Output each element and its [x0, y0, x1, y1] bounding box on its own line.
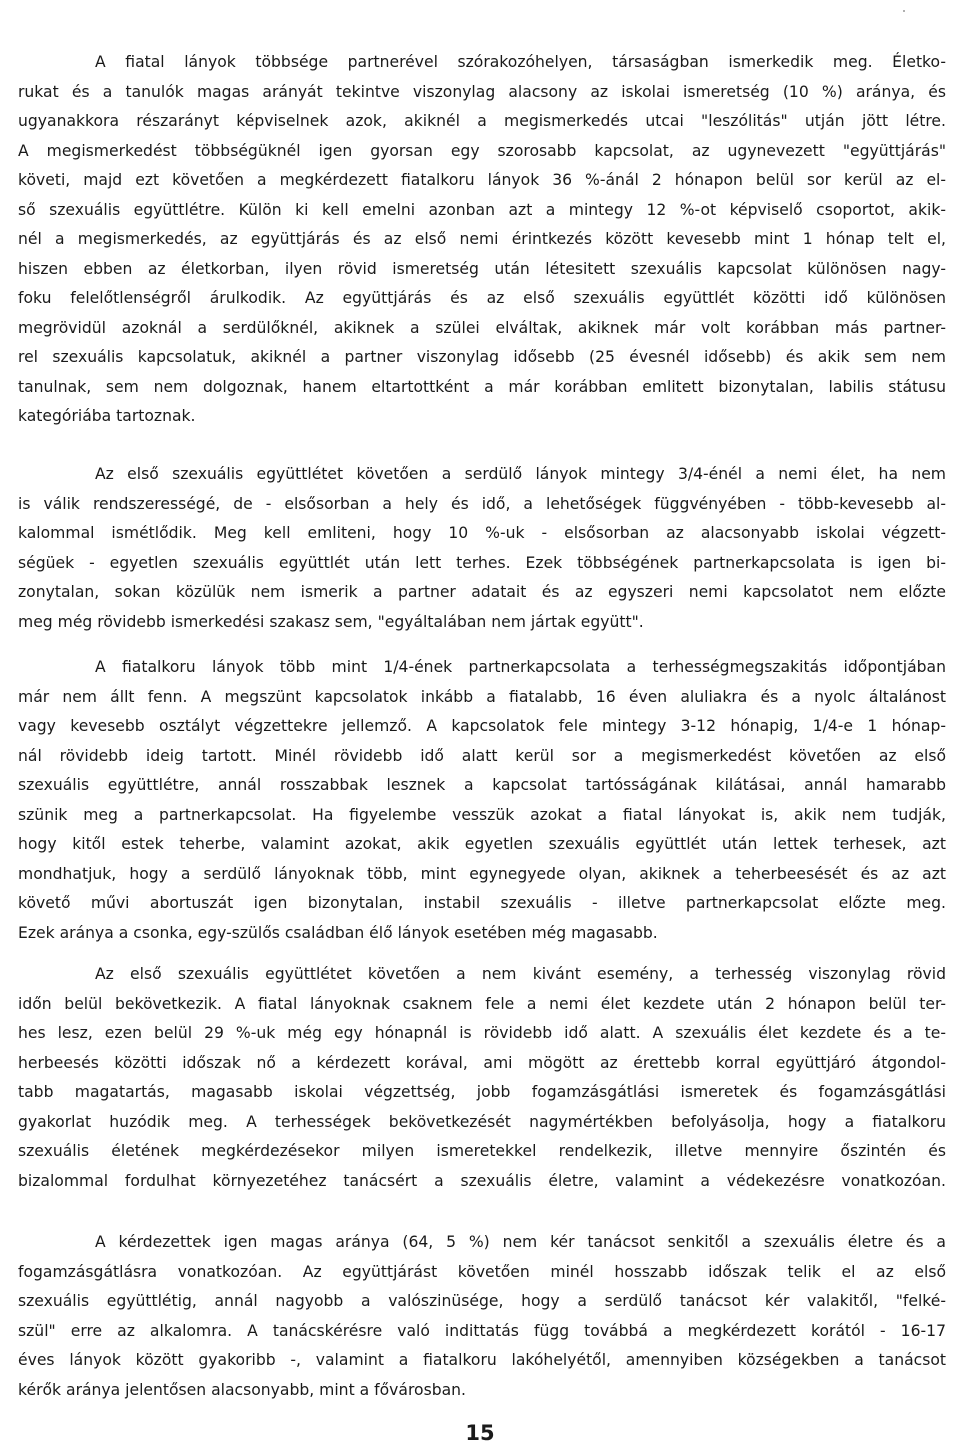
text-line: nél a megismerkedés, az együttjárás és az első nemi érintkezés között kevesebb mint 1 hónap telt el,: [18, 230, 946, 248]
text-line: ségüek - egyetlen szexuális együttlét után lett terhes. Ezek többségének partnerkapcsolata is igen bi-: [18, 553, 946, 572]
text-line: foku felelőtlenségről árulkodik. Az együttjárás és az első szexuális együttlét közötti idő különösen: [18, 289, 946, 307]
text-line: időn belül bekövetkezik. A fiatal lányoknak csaknem fele a nemi élet kezdete után 2 hónapon belül ter-: [18, 994, 946, 1013]
text-line: A fiatalkoru lányok több mint 1/4-ének partnerkapcsolata a terhességmegszakitás időpontjában: [95, 658, 946, 676]
text-line: A kérdezettek igen magas aránya (64, 5 %) nem kér tanácsot senkitől a szexuális életre és a: [95, 1233, 946, 1251]
scan-speck: [903, 10, 905, 12]
text-line: mondhatjuk, hogy a serdülő lányoknak több, mint egynegyede olyan, akiknek a teherbeesését és az azt: [18, 864, 946, 883]
text-line: ugyanakkora részarányt képviselnek azok, akiknél a megismerkedés utcai "leszólitás" utján jött létre.: [18, 112, 946, 130]
text-line: hes lesz, ezen belül 29 %-uk még egy hónapnál is rövidebb idő alatt. A szexuális élet kezdete és a te-: [18, 1024, 946, 1042]
text-line: meg még rövidebb ismerkedési szakasz sem, "egyáltalában nem jártak együtt".: [18, 612, 644, 631]
page-number: 15: [465, 1421, 495, 1445]
text-line: szül" erre az alkalomra. A tanácskérésre való indittatás függ továbbá a megkérdezett korától - 16-17: [18, 1321, 946, 1340]
text-line: szexuális életének megkérdezésekor milyen ismeretekkel rendelkezik, illetve mennyire őszintén és: [18, 1142, 946, 1160]
text-line: is válik rendszerességé, de - elsősorban a hely és idő, a lehetőségek függvényében - több-kevesebb al-: [18, 494, 946, 513]
text-line: rukat és a tanulók magas arányát tekintve viszonylag alacsony az iskolai ismeretség (10 %) aránya, és: [18, 82, 946, 101]
paragraph-3: [18, 653, 946, 948]
text-line: Az első szexuális együttlétet követően a serdülő lányok mintegy 3/4-énél a nemi élet, ha nem: [95, 465, 946, 483]
text-line: kategóriába tartoznak.: [18, 407, 196, 425]
text-line: szexuális együttlétre, annál rosszabbak lesznek a kapcsolat tartósságának kilátásai, annál hamarabb: [18, 776, 946, 794]
text-line: kalommal ismétlődik. Meg kell emliteni, hogy 10 %-uk - elsősorban az alacsonyabb iskolai végzett-: [18, 524, 946, 542]
text-line: tabb magatartás, magasabb iskolai végzettség, jobb fogamzásgátlási ismeretek és fogamzásgátlási: [18, 1083, 946, 1101]
text-line: Az első szexuális együttlétet követően a nem kivánt esemény, a terhesség viszonylag rövid: [95, 965, 946, 983]
text-line: hogy kitől estek teherbe, valamint azokat, akik egyetlen szexuális együttlét után lettek terhesek, azt: [18, 835, 946, 853]
text-line: ső szexuális együttlétre. Külön ki kell emelni azonban azt a mintegy 12 %-ot képviselő csoportot, akik-: [18, 200, 946, 219]
text-line: fogamzásgátlásra vonatkozóan. Az együttjárást követően minél hosszabb időszak telik el az első: [18, 1262, 946, 1281]
paragraph-1: [18, 48, 946, 432]
text-line: herbeesés közötti időszak nő a kérdezett korával, ami mögött az érettebb korral együttjáró átgondol-: [18, 1053, 946, 1072]
text-line: hiszen ebben az életkorban, ilyen rövid ismeretség után létesitett szexuális kapcsolat különösen nagy-: [18, 259, 946, 278]
text-line: A megismerkedést többségüknél igen gyorsan egy szorosabb kapcsolat, az ugynevezett "együttjárás": [18, 141, 946, 160]
text-line: szexuális együttlétig, annál nagyobb a valószinüsége, hogy a serdülő tanácsot kér valakitől, "felké-: [18, 1292, 946, 1310]
paragraph-5: [18, 1228, 946, 1405]
text-line: már nem állt fenn. A megszünt kapcsolatok inkább a fiatalabb, 16 éven aluliakra és a nyolc általánost: [18, 687, 946, 706]
text-line: gyakorlat huzódik meg. A terhességek bekövetkezését nagymértékben befolyásolja, hogy a fiatalkoru: [18, 1112, 946, 1131]
text-line: megrövidül azoknál a serdülőknél, akiknek a szülei elváltak, akiknek már volt korábban más partner-: [18, 318, 946, 337]
text-line: rel szexuális kapcsolatuk, akiknél a partner viszonylag idősebb (25 évesnél idősebb) és akik sem nem: [18, 348, 946, 366]
text-line: bizalommal fordulhat környezetéhez tanácsért a szexuális életre, valamint a védekezésre vonatkozóan.: [18, 1171, 946, 1190]
text-line: kérők aránya jelentősen alacsonyabb, mint a fővárosban.: [18, 1380, 466, 1399]
text-line: éves lányok között gyakoribb -, valamint a fiatalkoru lakóhelyétől, amennyiben községekben a tanácsot: [18, 1351, 946, 1369]
text-line: A fiatal lányok többsége partnerével szórakozóhelyen, társaságban ismerkedik meg. Életko-: [95, 53, 946, 71]
text-line: vagy kevesebb osztályt végzettekre jellemző. A kapcsolatok fele mintegy 3-12 hónapig, 1/4-e 1 hónap-: [18, 717, 946, 735]
text-line: Ezek aránya a csonka, egy-szülős családban élő lányok esetében még magasabb.: [18, 923, 658, 942]
text-line: követi, majd ezt követően a megkérdezett fiatalkoru lányok 36 %-ánál 2 hónapon belül sor kerül az el-: [18, 171, 946, 189]
text-line: szünik meg a partnerkapcsolat. Ha figyelembe vesszük azokat a fiatal lányokat is, akik nem tudják,: [18, 805, 946, 824]
paragraph-4: [18, 960, 946, 1196]
paragraph-2: [18, 460, 946, 637]
text-line: követő művi abortuszát igen bizonytalan, instabil szexuális - illetve partnerkapcsolat előzte meg.: [18, 894, 946, 912]
text-line: zonytalan, sokan közülük nem ismerik a partner adatait és az egyszeri nemi kapcsolatot nem előzte: [18, 583, 946, 601]
text-line: nál rövidebb ideig tartott. Minél rövidebb idő alatt kerül sor a megismerkedést követően az első: [18, 746, 946, 765]
text-line: tanulnak, sem nem dolgoznak, hanem eltartottként a már korábban emlitett bizonytalan, labilis státusu: [18, 377, 946, 396]
